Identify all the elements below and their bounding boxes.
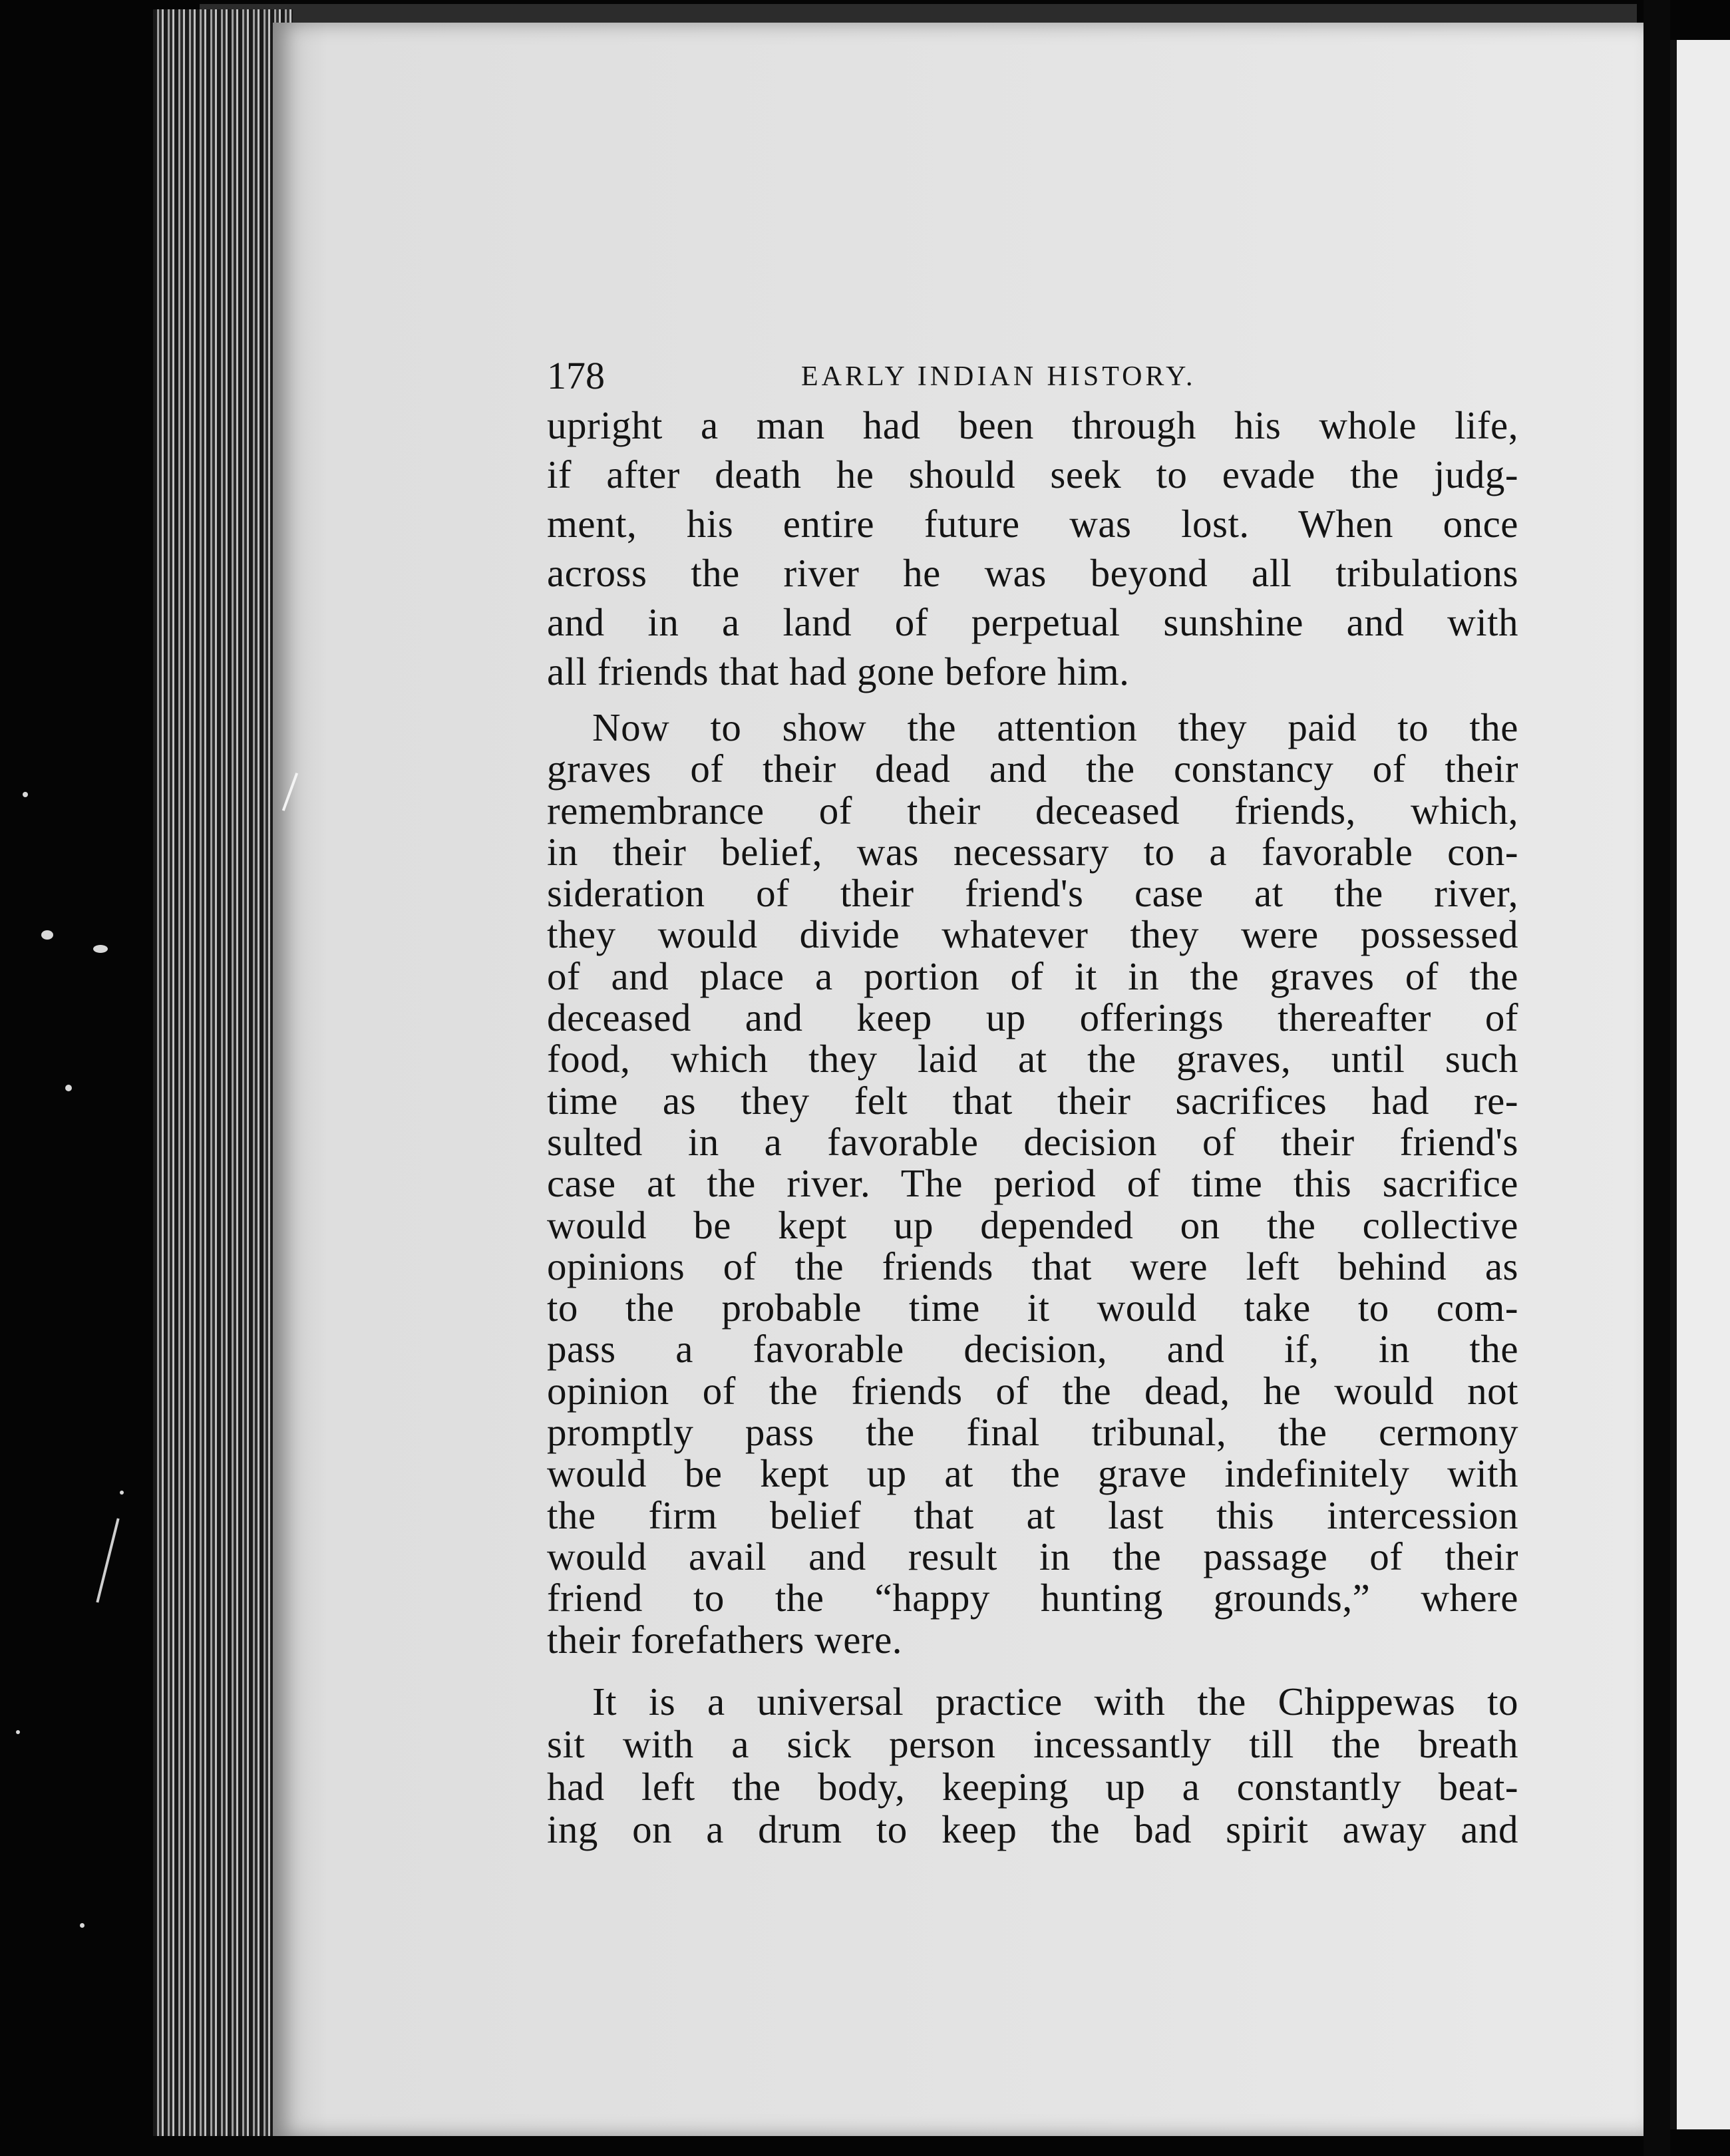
text-line: pass a favorable decision, and if, in the	[547, 1327, 1518, 1371]
stacked-page-edges	[153, 9, 293, 2136]
text-line: case at the river. The period of time this sacrifice	[547, 1161, 1518, 1206]
facing-page-edge	[1670, 40, 1730, 2129]
text-line: Now to show the attention they paid to the	[592, 705, 1518, 749]
scan-speck	[41, 930, 53, 940]
scan-mark	[96, 1518, 119, 1602]
text-line: friend to the “happy hunting grounds,” where	[547, 1576, 1518, 1620]
text-line: would be kept up depended on the collective	[547, 1202, 1518, 1247]
text-line: remembrance of their deceased friends, which,	[547, 788, 1518, 832]
text-line: ment, his entire future was lost. When once	[547, 502, 1518, 546]
text-line: their forefathers were.	[547, 1617, 903, 1662]
text-line: would be kept up at the grave indefinitely with	[547, 1451, 1518, 1496]
text-line: opinions of the friends that were left behind as	[547, 1244, 1518, 1288]
text-line: sulted in a favorable decision of their friend's	[547, 1119, 1518, 1164]
text-line: if after death he should seek to evade the judg-	[547, 452, 1518, 496]
scan-speck	[120, 1491, 124, 1495]
paragraph	[547, 401, 1518, 696]
running-head	[547, 353, 1518, 399]
text-line: opinion of the friends of the dead, he would not	[547, 1368, 1518, 1413]
text-line: they would divide whatever they were possessed	[547, 912, 1518, 957]
text-line: time as they felt that their sacrifices had re-	[547, 1078, 1518, 1123]
text-line: and in a land of perpetual sunshine and with	[547, 600, 1518, 644]
scan-speck	[80, 1923, 85, 1928]
scan-speck	[93, 945, 108, 953]
gutter-shadow	[1644, 0, 1670, 2156]
text-line: deceased and keep up offerings thereafter of	[547, 995, 1518, 1040]
page-number: 178	[547, 354, 605, 397]
text-line: graves of their dead and the constancy of their	[547, 747, 1518, 791]
text-line: would avail and result in the passage of their	[547, 1534, 1518, 1578]
text-line: food, which they laid at the graves, until such	[547, 1037, 1518, 1081]
text-line: to the probable time it would take to com-	[547, 1286, 1518, 1330]
text-line: sideration of their friend's case at the river,	[547, 871, 1518, 916]
text-line: across the river he was beyond all tribulations	[547, 551, 1518, 595]
text-line: promptly pass the final tribunal, the cermony	[547, 1410, 1518, 1455]
text-line: in their belief, was necessary to a favorable con-	[547, 829, 1518, 874]
text-line: of and place a portion of it in the graves of the	[547, 954, 1518, 998]
text-line: upright a man had been through his whole life,	[547, 403, 1518, 447]
text-line: It is a universal practice with the Chippewas to	[592, 1679, 1518, 1723]
body-text	[547, 401, 1518, 1851]
paragraph	[547, 1680, 1518, 1851]
text-line: ing on a drum to keep the bad spirit away and	[547, 1807, 1518, 1851]
text-line: had left the body, keeping up a constantly beat-	[547, 1764, 1518, 1809]
scan-speck	[23, 792, 28, 797]
text-line: sit with a sick person incessantly till the breath	[547, 1721, 1518, 1766]
text-line: all friends that had gone before him.	[547, 649, 1130, 693]
running-head-title: EARLY INDIAN HISTORY.	[801, 361, 1196, 392]
scan-speck	[16, 1730, 20, 1734]
scan-speck	[65, 1085, 72, 1091]
text-line: the firm belief that at last this intercession	[547, 1493, 1518, 1537]
paragraph	[547, 707, 1518, 1660]
